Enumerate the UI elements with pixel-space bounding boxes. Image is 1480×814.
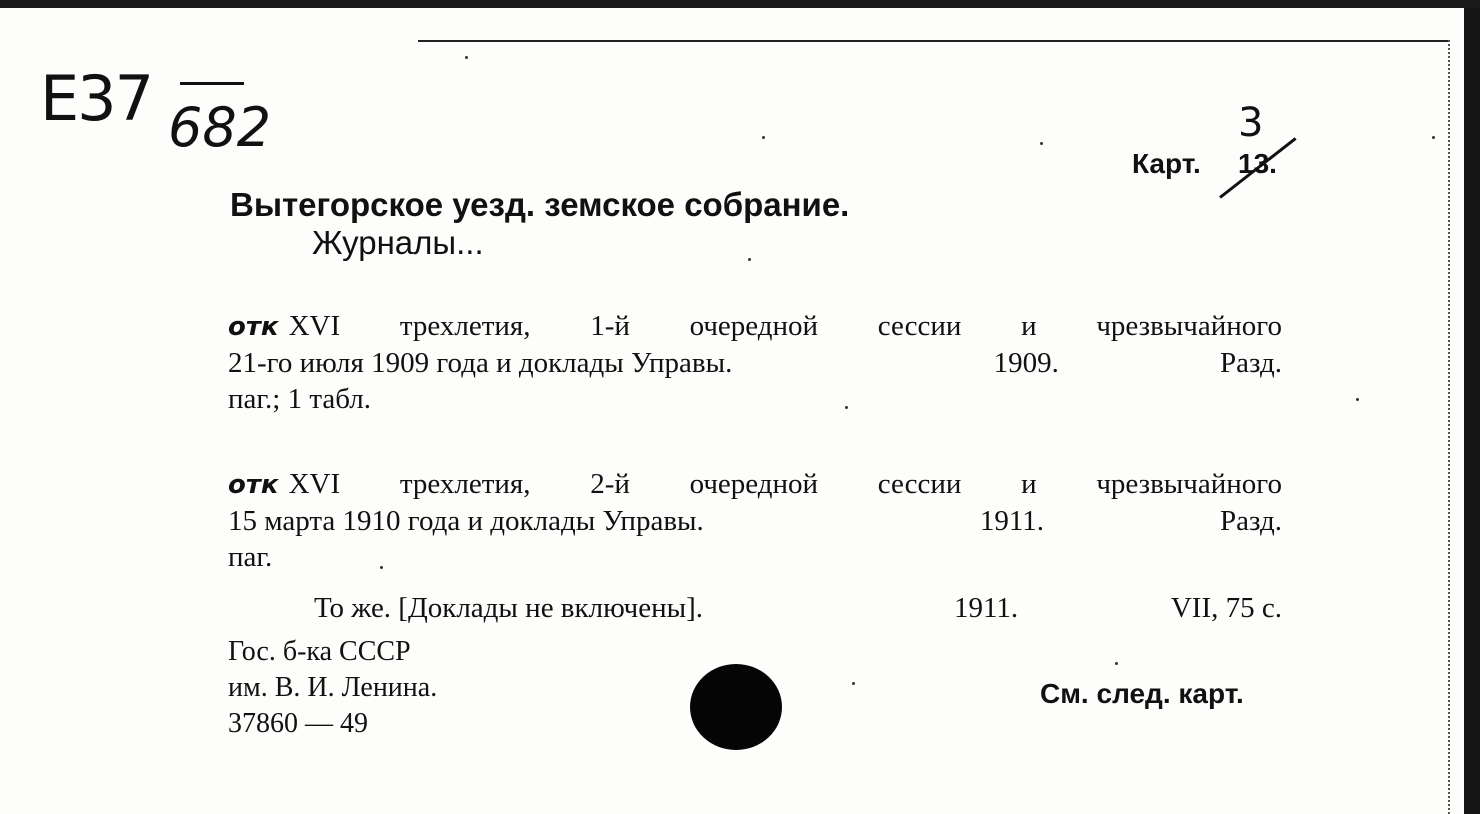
same-edition-line: [228, 590, 1282, 626]
entry-1: [228, 308, 1282, 417]
entry-1-pagination: Разд.: [1220, 347, 1282, 379]
entry-2-word: и: [1021, 468, 1037, 500]
entry-2-line-1: [228, 466, 1282, 503]
scan-speck: [852, 682, 855, 685]
entry-2: [228, 466, 1282, 575]
card-number-new: 3: [1238, 100, 1264, 146]
library-line-1: Гос. б-ка СССР: [228, 636, 411, 667]
entry-1-word: и: [1021, 310, 1037, 342]
entry-2-line-3: паг.: [228, 541, 273, 573]
scan-top-border: [0, 0, 1480, 8]
heading-title: Журналы...: [312, 224, 484, 261]
entry-2-pagination: Разд.: [1220, 505, 1282, 537]
entry-1-line-1: [228, 308, 1282, 345]
entry-2-word: трехлетия,: [399, 468, 531, 500]
call-number-number: 682: [168, 96, 272, 159]
entry-1-line-3: паг.; 1 табл.: [228, 383, 371, 415]
entry-1-word: очередной: [689, 310, 819, 342]
card-top-rule: [418, 40, 1450, 42]
scan-speck: [465, 56, 468, 59]
entry-2-imprint: 15 марта 1910 года и доклады Управы.: [228, 505, 704, 537]
scan-speck: [762, 136, 765, 139]
scan-speck: [845, 406, 848, 409]
punch-hole: [690, 664, 782, 750]
entry-1-year: 1909.: [993, 347, 1059, 379]
entry-1-word: 1-й: [590, 310, 630, 342]
entry-2-word: чрезвычайного: [1096, 468, 1282, 500]
same-edition-note: То же. [Доклады не включены].: [314, 592, 703, 624]
card-number-label: Карт.: [1132, 148, 1201, 179]
scan-speck: [1115, 662, 1118, 665]
same-edition-extent: VII, 75 с.: [1170, 592, 1282, 624]
entry-1-mark: отк: [228, 312, 279, 342]
scan-speck: [380, 566, 383, 569]
entry-2-word: 2-й: [590, 468, 630, 500]
entry-1-word: чрезвычайного: [1096, 310, 1282, 342]
entry-1-line-2: [228, 345, 1282, 381]
card-number-old: 13.: [1238, 148, 1277, 179]
entry-1-word: XVI: [288, 310, 341, 342]
scan-speck: [1432, 136, 1435, 139]
entry-1-word: сессии: [877, 310, 962, 342]
entry-1-imprint: 21-го июля 1909 года и доклады Управы.: [228, 347, 733, 379]
scan-speck: [748, 258, 751, 261]
continuation-note: См. след. карт.: [1040, 678, 1244, 709]
library-line-3: 37860 — 49: [228, 708, 368, 739]
same-edition-year: 1911.: [954, 592, 1019, 624]
scan-right-border: [1464, 8, 1480, 814]
entry-2-word: сессии: [877, 468, 962, 500]
entry-2-word: очередной: [689, 468, 819, 500]
entry-2-mark: отк: [228, 470, 279, 500]
entry-2-line-2: [228, 503, 1282, 539]
library-imprint: [228, 634, 437, 742]
entry-1-word: трехлетия,: [399, 310, 531, 342]
scan-speck: [1040, 142, 1043, 145]
call-number-bar: [180, 82, 244, 85]
card-number-strikethrough: [1219, 137, 1296, 198]
heading-author: Вытегорское уезд. земское собрание.: [230, 186, 850, 223]
entry-2-word: XVI: [288, 468, 341, 500]
call-number-shelf: E37: [40, 62, 153, 135]
card-right-edge: [1448, 40, 1452, 814]
library-line-2: им. В. И. Ленина.: [228, 672, 438, 703]
same-edition: [228, 590, 1282, 626]
entry-2-year: 1911.: [979, 505, 1044, 537]
scan-speck: [1356, 398, 1359, 401]
